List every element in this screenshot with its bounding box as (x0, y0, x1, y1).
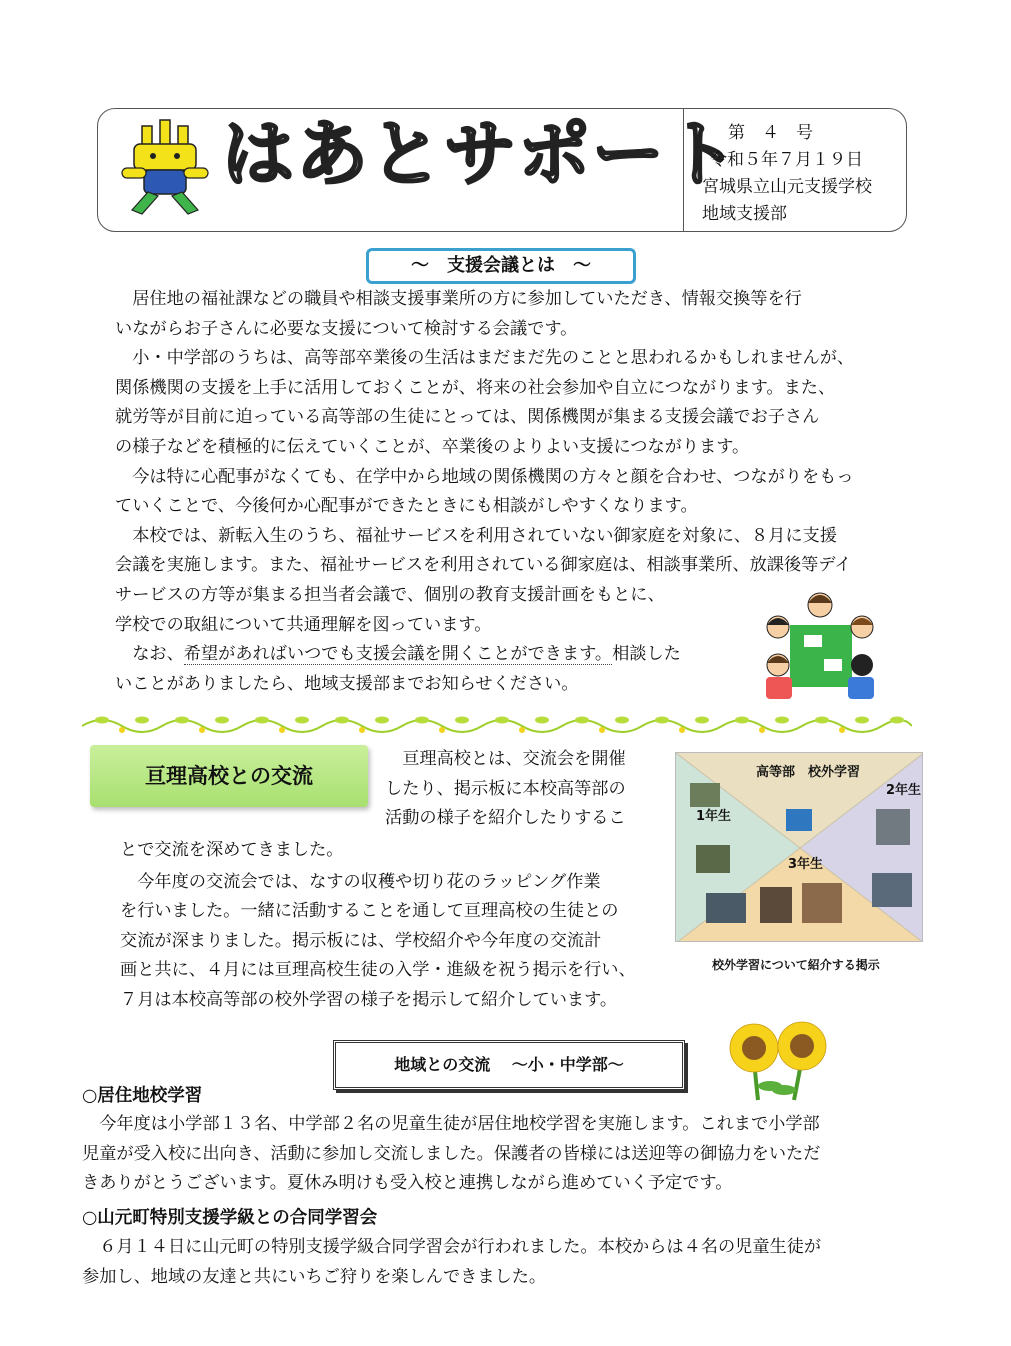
section2-side-text (385, 745, 626, 834)
text-segment: 相談した (612, 644, 681, 665)
underlined-text: 希望があればいつでも支援会議を開くことができます。 (183, 644, 613, 665)
paragraph-line: サービスの方等が集まる担当者会議で、個別の教育支援計画をもとに、 (115, 584, 665, 605)
subheading-residential-school-learning: ○居住地校学習 (82, 1086, 203, 1106)
newsletter-title: はあとサポート (222, 112, 741, 196)
paragraph-line: 今年度は小学部１３名、中学部２名の児童生徒が居住地校学習を実施します。これまで小学部 (82, 1114, 820, 1134)
paragraph-line: の様子などを積極的に伝えていくことが、卒業後のよりよい支援につながります。 (115, 436, 750, 457)
school-name: 宮城県立山元支援学校 (702, 177, 872, 197)
bulletin-board-photo (675, 752, 923, 942)
paragraph-line: いことがありましたら、地域支援部までお知らせください。 (115, 673, 579, 694)
subheading-joint-study-meeting: ○山元町特別支援学級との合同学習会 (82, 1208, 378, 1228)
paragraph-line: 今は特に心配事がなくても、在学中から地域の関係機関の方々と顔を合わせ、つながりをもっ (115, 466, 854, 487)
paragraph-line (115, 640, 854, 670)
section-heading-support-meeting: ～ 支援会議とは ～ (366, 248, 636, 284)
paragraph-line: したり、掲示板に本校高等部の (385, 778, 626, 799)
photo-label-grade3: 3年生 (788, 857, 824, 872)
section3-body-1 (82, 1110, 820, 1199)
paragraph-line: 就労等が目前に迫っている高等部の生徒にとっては、関係機関が集まる支援会議でお子さん (115, 407, 820, 428)
sunflower-illustration (722, 1020, 834, 1102)
paragraph-line: 亘理高校とは、交流会を開催 (385, 749, 626, 769)
paragraph-line: 画と共に、４月には亘理高校生徒の入学・進級を祝う掲示を行い、 (120, 960, 636, 981)
paragraph-line: ７月は本校高等部の校外学習の様子を掲示して紹介しています。 (120, 989, 618, 1010)
paragraph-line: ていくことで、今後何か心配事ができたときにも相談がしやすくなります。 (115, 496, 698, 517)
paragraph-line: とで交流を深めてきました。 (120, 840, 344, 860)
section-heading-community-exchange: 地域との交流 ～小・中学部～ (333, 1040, 685, 1090)
section-heading-watari-exchange: 亘理高校との交流 (90, 745, 368, 807)
paragraph-line: 関係機関の支援を上手に活用しておくことが、将来の社会参加や自立につながります。また、 (115, 377, 836, 398)
photo-label-grade2: 2年生 (886, 783, 922, 798)
meeting-illustration (760, 585, 880, 703)
paragraph-line: 小・中学部のうちは、高等部卒業後の生活はまだまだ先のことと思われるかもしれませんが、 (115, 348, 855, 369)
paragraph-line: 参加し、地域の友達と共にいちご狩りを楽しんできました。 (82, 1266, 547, 1287)
paragraph-line: 児童が受入校に出向き、活動に参加し交流しました。保護者の皆様には送迎等の御協力をいただ (82, 1143, 821, 1164)
section1-body (115, 285, 854, 699)
paragraph-line: きありがとうございます。夏休み明けも受入校と連携しながら進めていく予定です。 (82, 1173, 733, 1194)
photo-label-grade1: 1年生 (696, 809, 732, 824)
issue-number: 第 ４ 号 (728, 123, 813, 143)
paragraph-line: 居住地の福祉課などの職員や相談支援事業所の方に参加していただき、情報交換等を行 (115, 289, 802, 309)
issue-date: 令和５年７月１９日 (710, 150, 863, 170)
paragraph-line: ６月１４日に山元町の特別支援学級合同学習会が行われました。本校からは４名の児童生徒が (82, 1237, 822, 1257)
photo-title: 高等部 校外学習 (756, 765, 861, 780)
paragraph-line: 交流が深まりました。掲示板には、学校紹介や今年度の交流計 (120, 930, 602, 951)
section2-body (120, 836, 636, 1016)
paragraph-line: を行いました。一緒に活動することを通して亘理高校の生徒との (120, 901, 619, 922)
paragraph-line: 学校での取組について共通理解を図っています。 (115, 614, 492, 635)
decorative-vine-divider (82, 710, 912, 736)
text-segment: なお、 (115, 644, 184, 665)
paragraph-line: 会議を実施します。また、福祉サービスを利用されている御家庭は、相談事業所、放課後等デイ (115, 555, 852, 576)
paragraph-line: 活動の様子を紹介したりするこ (385, 808, 626, 829)
mascot-illustration (120, 118, 210, 218)
paragraph-line: 本校では、新転入生のうち、福祉サービスを利用されていない御家庭を対象に、８月に支援 (115, 525, 837, 546)
paragraph-line: 今年度の交流会では、なすの収穫や切り花のラッピング作業 (120, 871, 601, 892)
paragraph-line: いながらお子さんに必要な支援について検討する会議です。 (115, 318, 578, 339)
section3-body-2 (82, 1233, 821, 1292)
department-name: 地域支援部 (702, 204, 787, 224)
photo-caption: 校外学習について紹介する掲示 (712, 958, 880, 972)
